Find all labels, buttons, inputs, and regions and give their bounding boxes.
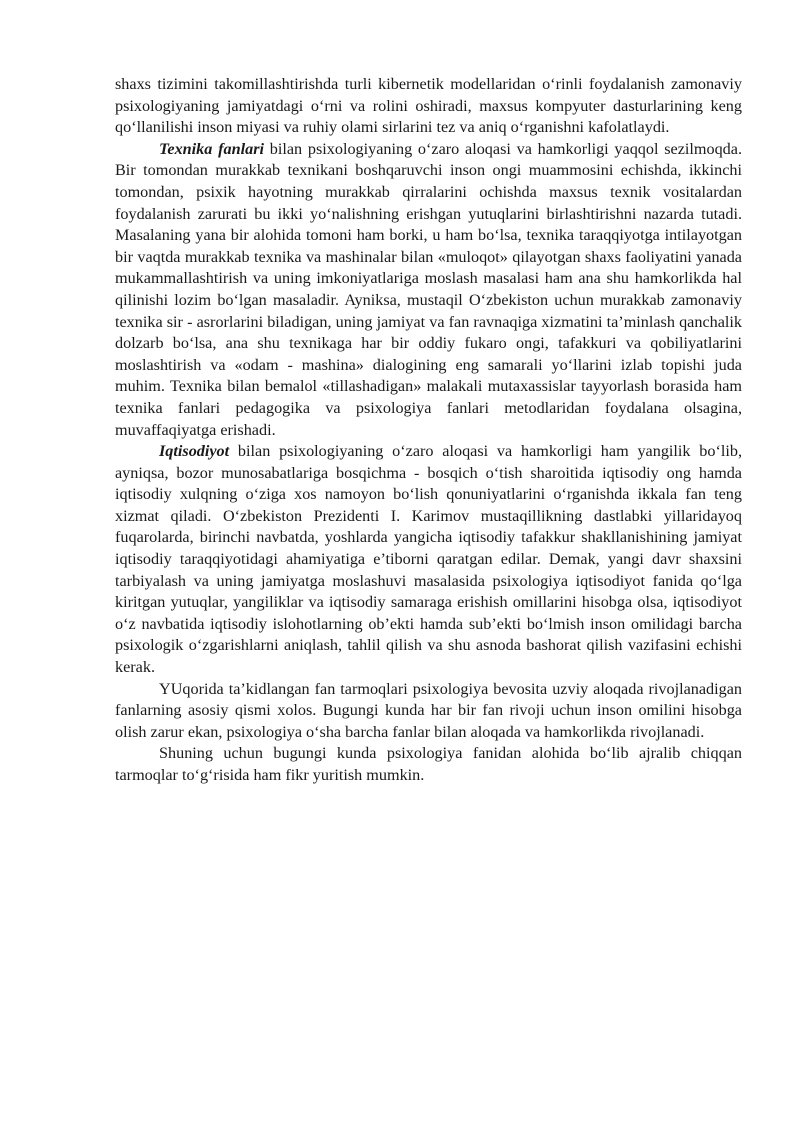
paragraph-text: bilan psixologiyaning o‘zaro aloqasi va hamkorligi ham yangilik bo‘lib, ayniqsa, bozor munosabatlariga bosqichma - bosqich o‘tish sharoitida iqtisodiy ong hamda iqtisodiy xulqning o‘ziga xos namoyon bo‘lish qonuniyatlarini o‘rganishda ikkala fan teng xizmat qiladi. O‘zbekiston Prezidenti I. Karimov mustaqillikning dastlabki yillaridayoq fuqarolarda, birinchi navbatda, yoshlarda yangicha iqtisodiy tafakkur shakllanishining jamiyat iqtisodiy taraqqiyotidagi ahamiyatiga e’tiborni qaratgan edilar. Demak, yangi davr shaxsini tarbiyalash va uning jamiyatga moslashuvi masalasida psixologiya iqtisodiyot fanida qo‘lga kiritgan yutuqlar, yangiliklar va iqtisodiy samaraga erishish omillarini hisobga olsa, iqtisodiyot o‘z navbatida iqtisodiy islohotlarning ob’ekti hamda sub’ekti bo‘lmish inson omilidagi barcha psixologik o‘zgarishlarni aniqlash, tahlil qilish va shu asnoda bashorat qilish vazifasini echishi kerak. (115, 442, 742, 677)
paragraph-text: bilan psixologiyaning o‘zaro aloqasi va hamkorligi yaqqol sezilmoqda. Bir tomondan murakkab texnikani boshqaruvchi inson ongi muammosini echishda, ikkinchi tomondan, psixik hayotning murakkab qirralarini ochishda maxsus texnik vositalardan foydalanish zarurati bu ikki yo‘nalishning erishgan yutuqlarini birlashtirishni nazarda tutadi. Masalaning yana bir alohida tomoni ham borki, u ham bo‘lsa, texnika taraqqiyotga intilayotgan bir vaqtda murakkab texnika va mashinalar bilan «muloqot» qilayotgan shaxs faoliyatini yanada mukammallashtirish va uning imkoniyatlariga moslash masalasi ham ana shu hamkorlikda hal qilinishi lozim bo‘lgan masaladir. Ayniksa, mustaqil O‘zbekiston uchun murakkab zamonaviy texnika sir - asrorlarini biladigan, uning jamiyat va fan ravnaqiga xizmatini ta’minlash qanchalik dolzarb bo‘lsa, ana shu texnikaga har bir oddiy fukaro ongi, tafakkuri va qobiliyatlarini moslashtirish va «odam - mashina» dialogining eng samarali yo‘llarini izlab topishi juda muhim. Texnika bilan bemalol «tillashadigan» malakali mutaxassislar tayyorlash borasida ham texnika fanlari pedagogika va psixologiya fanlari metodlaridan foydalana olsagina, muvaffaqiyatga erishadi. (115, 139, 742, 439)
term-technical-sciences: Texnika fanlari (159, 139, 264, 158)
paragraph-economics (115, 441, 742, 679)
paragraph-text: YUqorida ta’kidlangan fan tarmoqlari psixologiya bevosita uzviy aloqada rivojlanadigan fanlarning asosiy qismi xolos. Bugungi kunda har bir fan rivoji uchun inson omilini hisobga olish zarur ekan, psixologiya o‘sha barcha fanlar bilan aloqada va hamkorlikda rivojlanadi. (115, 679, 742, 741)
paragraph-technical-sciences (115, 139, 742, 441)
paragraph-summary (115, 679, 742, 744)
paragraph-text: shaxs tizimini takomillashtirishda turli kibernetik modellaridan o‘rinli foydalanish zamonaviy psixologiyaning jamiyatdagi o‘rni va rolini oshiradi, maxsus kompyuter dasturlarining keng qo‘llanilishi inson miyasi va ruhiy olami sirlarini tez va aniq o‘rganishni kafolatlaydi. (115, 75, 742, 137)
paragraph-text: Shuning uchun bugungi kunda psixologiya fanidan alohida bo‘lib ajralib chiqqan tarmoqlar to‘g‘risida ham fikr yuritish mumkin. (115, 744, 742, 784)
term-economics: Iqtisodiyot (159, 442, 230, 461)
paragraph-conclusion (115, 743, 742, 786)
document-page (115, 74, 742, 787)
paragraph-continuation (115, 74, 742, 139)
